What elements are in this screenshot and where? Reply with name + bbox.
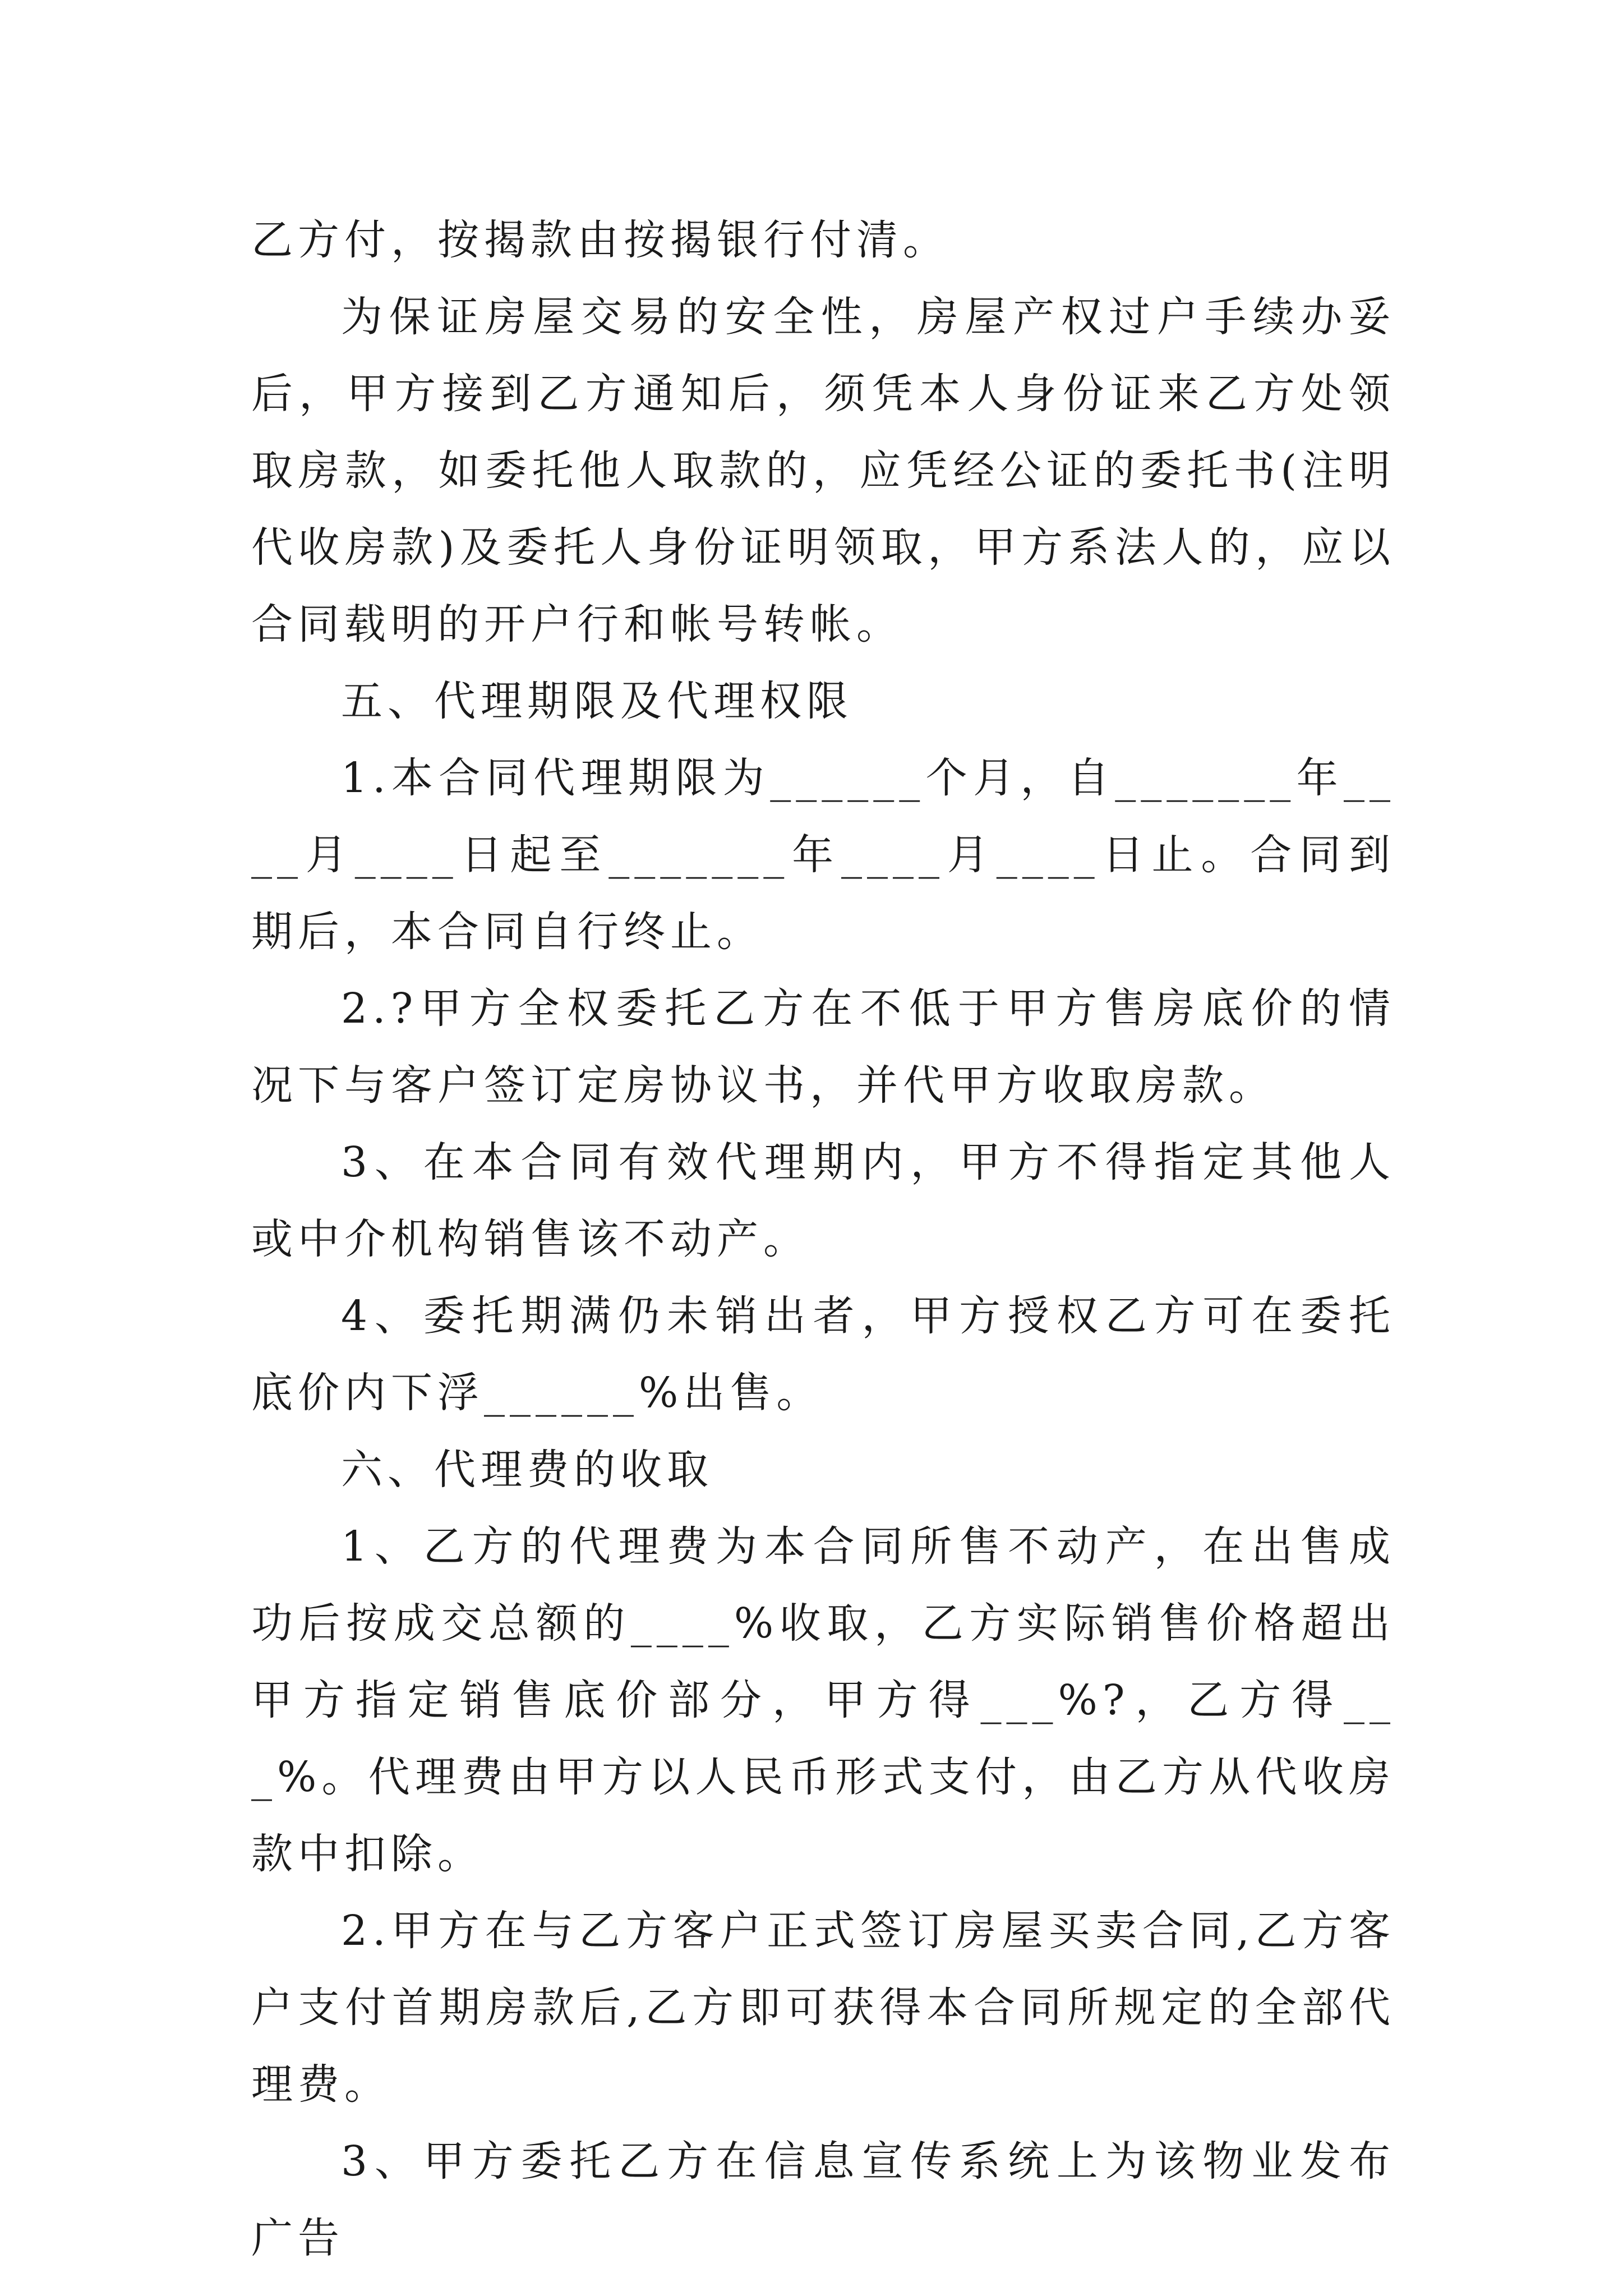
paragraph: 乙方付，按揭款由按揭银行付清。 bbox=[251, 216, 949, 264]
paragraph: 1.本合同代理期限为______个月，自_______年____月____日起至_______年____月____日止。合同到期后，本合同自行终止。 bbox=[251, 754, 1395, 956]
paragraph: 3、甲方委托乙方在信息宣传系统上为该物业发布广告 bbox=[251, 2137, 1395, 2262]
paragraph: 为保证房屋交易的安全性，房屋产权过户手续办妥后，甲方接到乙方通知后，须凭本人身份证来乙方处领取房款，如委托他人取款的，应凭经公证的委托书(注明代收房款)及委托人身份证明领取，甲方系法人的，应以合同载明的开户行和帐号转帐。 bbox=[251, 293, 1395, 648]
section-heading: 五、代理期限及代理权限 bbox=[341, 677, 853, 725]
section-heading: 六、代理费的收取 bbox=[341, 1446, 713, 1494]
paragraph: 3、在本合同有效代理期内，甲方不得指定其他人或中介机构销售该不动产。 bbox=[251, 1138, 1395, 1263]
document-body bbox=[251, 202, 1395, 2277]
paragraph: 2.?甲方全权委托乙方在不低于甲方售房底价的情况下与客户签订定房协议书，并代甲方收取房款。 bbox=[251, 984, 1395, 1110]
paragraph: 1、乙方的代理费为本合同所售不动产，在出售成功后按成交总额的____%收取，乙方实际销售价格超出甲方指定销售底价部分，甲方得___%?，乙方得___%。代理费由甲方以人民币形式支付，由乙方从代收房款中扣除。 bbox=[251, 1522, 1395, 1878]
paragraph: 4、委托期满仍未销出者，甲方授权乙方可在委托底价内下浮______%出售。 bbox=[251, 1292, 1395, 1417]
paragraph: 2.甲方在与乙方客户正式签订房屋买卖合同,乙方客户支付首期房款后,乙方即可获得本合同所规定的全部代理费。 bbox=[251, 1907, 1395, 2109]
